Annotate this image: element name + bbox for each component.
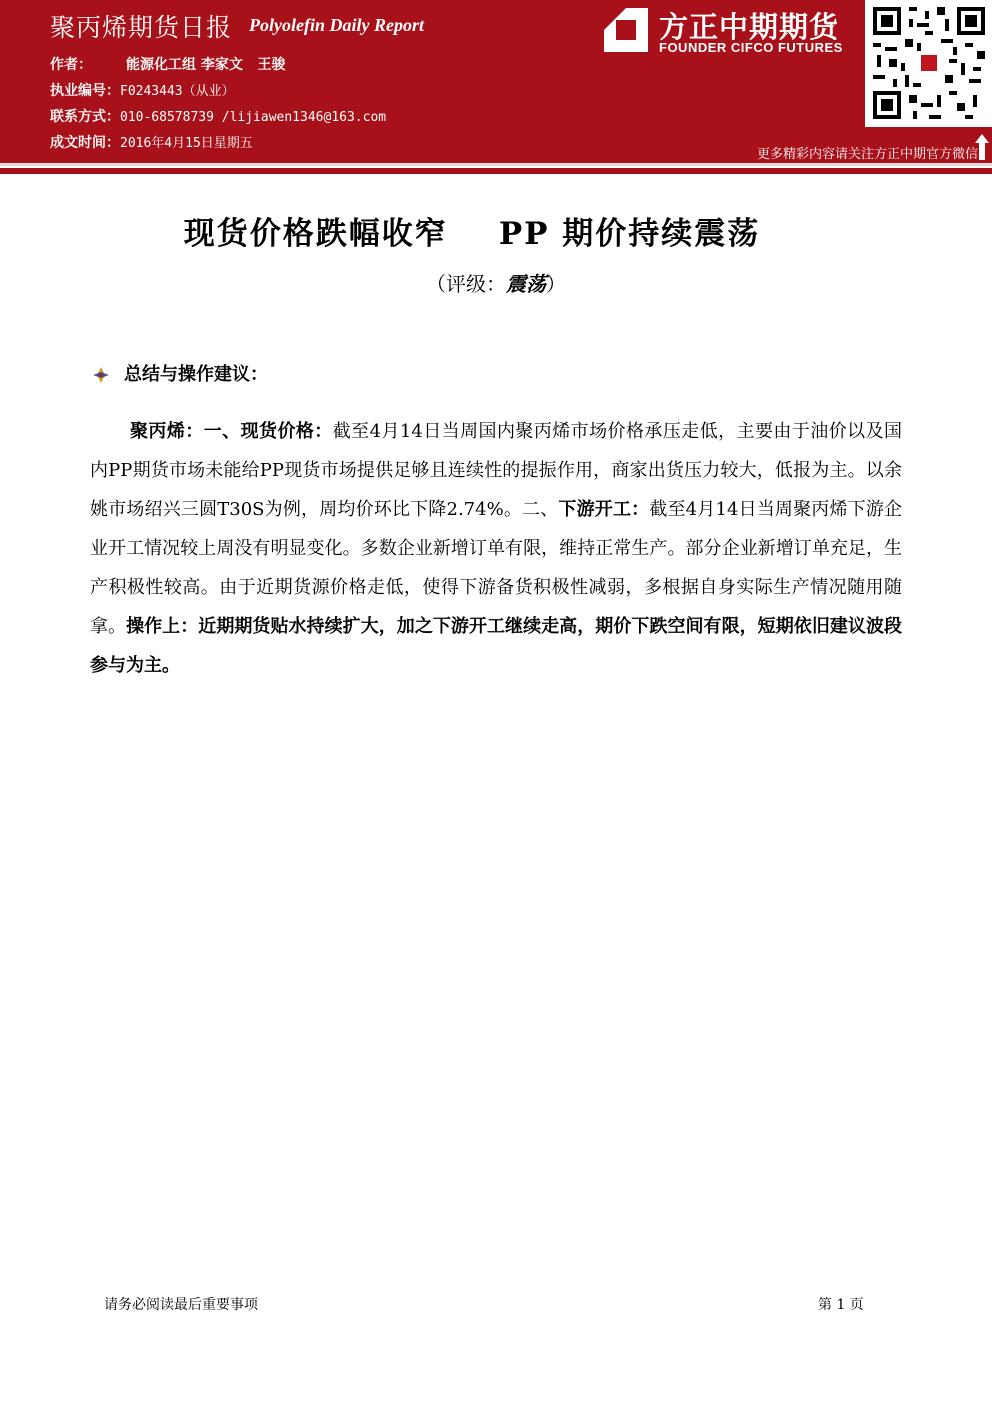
page-number: 第 1 页 bbox=[818, 1297, 864, 1313]
diamond-bullet-icon bbox=[92, 366, 110, 384]
summary-paragraph bbox=[90, 412, 902, 685]
company-name-en: FOUNDER CIFCO FUTURES bbox=[659, 40, 843, 55]
paragraph-text-2: 截至4月14日当周聚丙烯下游企业开工情况较上周没有明显变化。多数企业新增订单有限，维持正常生产。部分企业新增订单充足，生产积极性较高。由于近期货源价格走低，使得下游备货积极性减弱，多根据自身实际生产情况随用随拿。 bbox=[90, 499, 903, 637]
rating-value: 震荡 bbox=[506, 272, 546, 296]
header-bottom-bar bbox=[0, 168, 992, 174]
paragraph-bold-1: 聚丙烯：一、现货价格： bbox=[130, 421, 333, 442]
up-arrow-icon bbox=[975, 134, 989, 160]
author-line bbox=[50, 54, 286, 74]
report-title-cn: 聚丙烯期货日报 bbox=[50, 13, 233, 42]
license-line bbox=[50, 80, 235, 100]
rating-line bbox=[0, 268, 992, 297]
company-logo-icon bbox=[604, 8, 648, 52]
footer-notice: 请务必阅读最后重要事项 bbox=[104, 1297, 258, 1313]
rating-prefix: （评级： bbox=[426, 272, 506, 296]
contact-value: 010-68578739 /lijiawen1346@163.com bbox=[120, 110, 387, 125]
wechat-qr-code-icon bbox=[865, 0, 992, 127]
date-label: 成文时间： bbox=[50, 135, 120, 151]
paragraph-text-1: 截至4月14日当周国内聚丙烯市场价格承压走低，主要由于油价以及国内PP期货市场未能给PP现货市场提供足够且连续性的提振作用，商家出货压力较大，低报为主。以余姚市场绍兴三圆T30S为例，周均价环比下降2.74%。二、 bbox=[90, 421, 902, 520]
contact-label: 联系方式： bbox=[50, 109, 120, 125]
author-value: 能源化工组 李家文 王骏 bbox=[126, 57, 286, 73]
contact-line bbox=[50, 106, 386, 126]
report-main-title: 现货价格跌幅收窄 PP 期价持续震荡 bbox=[183, 216, 761, 252]
paragraph-bold-3: 操作上：近期期货贴水持续扩大，加之下游开工继续走高，期价下跌空间有限，短期依旧建议波段参与为主。 bbox=[90, 616, 902, 676]
report-title-en: Polyolefin Daily Report bbox=[249, 15, 424, 35]
author-label: 作者： bbox=[50, 57, 92, 73]
wechat-follow-note: 更多精彩内容请关注方正中期官方微信 bbox=[756, 147, 978, 162]
section-heading bbox=[92, 360, 268, 386]
date-line bbox=[50, 132, 253, 152]
license-label: 执业编号： bbox=[50, 83, 120, 99]
header-divider bbox=[0, 163, 992, 166]
date-value: 2016年4月15日星期五 bbox=[120, 136, 253, 151]
company-name-cn: 方正中期期货 bbox=[659, 10, 840, 44]
section-heading-text: 总结与操作建议： bbox=[124, 364, 268, 385]
license-value: F0243443（从业） bbox=[120, 84, 235, 99]
paragraph-bold-2: 下游开工： bbox=[558, 499, 650, 520]
rating-suffix: ） bbox=[546, 272, 566, 296]
